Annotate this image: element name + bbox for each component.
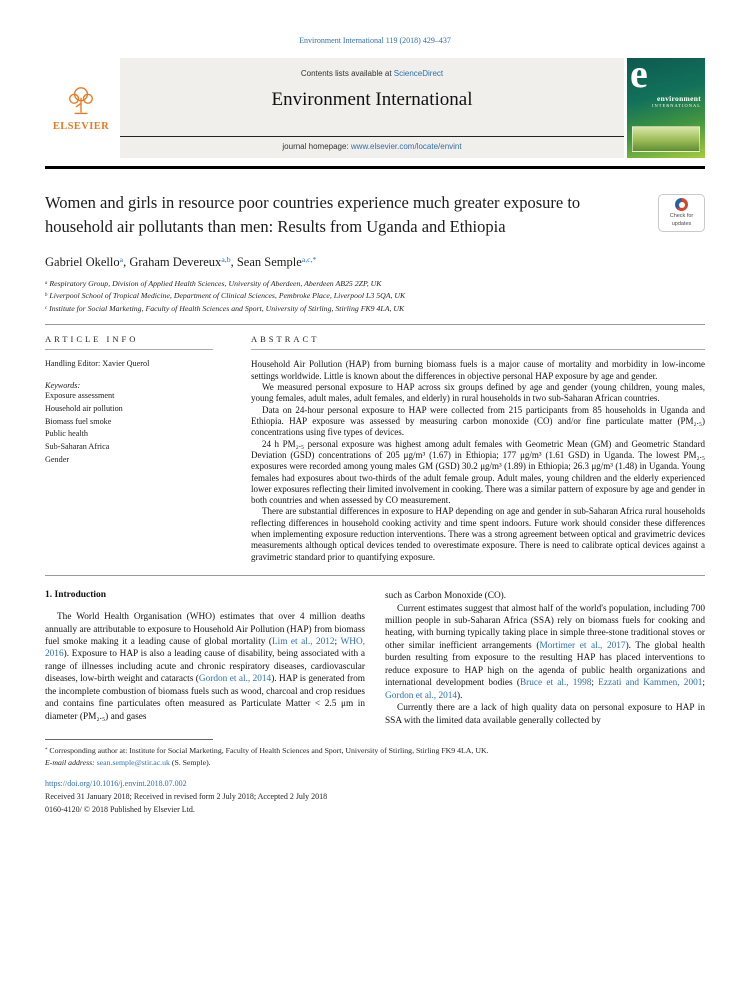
body-paragraph: Current estimates suggest that almost half of the world's population, including 700 million people in sub-Saharan Africa (SSA) rely on biomass fuels for cooking and heating, with burning typically taking place in simple three-stone traditional stoves or other similar inefficient arrangements (Mortimer et al., 2017). The global health burden resulting from exposure to the resulting HAP has placed interventions to reduce exposure to HAP high on the agenda of public health organizations and international development bodies (Bruce et al., 1998; Ezzati and Kammen, 2001; Gordon et al., 2014).: [385, 603, 705, 701]
body-paragraph: such as Carbon Monoxide (CO).: [385, 591, 507, 602]
section-divider: [45, 575, 705, 576]
abstract-paragraph: Data on 24-hour personal exposure to HAP were collected from 215 participants from 85 households in Uganda and Ethiopia. HAP exposure was assessed by measuring carbon monoxide (CO) and/or fine particulate matter (PM₂.₅) concentrations using five types of devices.: [251, 404, 705, 438]
author-affiliation-sup[interactable]: a,b: [221, 255, 231, 265]
affiliations: [45, 278, 705, 315]
email-line: [45, 757, 705, 769]
abstract-paragraph: We measured personal exposure to HAP across six groups defined by age and gender (young children, young males, young females, adult males, adult females, and elderly) in rural households in two sub-Saharan African countries.: [251, 381, 705, 404]
article-info-heading: ARTICLE INFO: [45, 334, 139, 345]
journal-name: Environment International: [271, 89, 473, 110]
citation-link[interactable]: Mortimer et al., 2017: [539, 640, 626, 651]
journal-masthead: [120, 58, 624, 158]
authors-line: Gabriel Okello$^a$, Graham Devereux$^{a,b}$, Sean Semple$^{a,c,*}$: [45, 254, 317, 269]
homepage-prefix: journal homepage:: [282, 142, 351, 151]
elsevier-logo[interactable]: [45, 58, 117, 158]
contents-line: [301, 69, 443, 78]
citation-link[interactable]: Gordon et al., 2014: [198, 674, 272, 685]
keyword-item: Gender: [45, 454, 70, 464]
footnotes: [45, 745, 705, 769]
affiliation: $^c$ Institute for Social Marketing, Faculty of Health Sciences and Sport, University of Stirling, Stirling FK9 4LA, UK: [45, 303, 405, 313]
corresponding-author-note: * Corresponding author at: Institute for Social Marketing, Faculty of Health Sciences and Sport, University of Stirling, Stirling FK9 4LA, UK.: [45, 746, 489, 756]
article-info-column: [45, 334, 213, 563]
affiliation: $^b$ Liverpool School of Tropical Medicine, Department of Clinical Sciences, Pembroke Place, Liverpool L3 5QA, UK: [45, 291, 406, 301]
handling-editor: Handling Editor: Xavier Querol: [45, 359, 150, 369]
homepage-line: [120, 136, 624, 158]
article-title: Women and girls in resource poor countries experience much greater exposure to household air pollutants than men: Results from Uganda and Ethiopia: [45, 193, 581, 237]
journal-homepage-link[interactable]: www.elsevier.com/locate/envint: [350, 142, 462, 151]
keyword-item: Household air pollution: [45, 403, 123, 413]
footnote-divider: [45, 739, 213, 740]
sciencedirect-link[interactable]: ScienceDirect: [393, 69, 444, 78]
author-affiliation-sup[interactable]: a: [119, 255, 124, 265]
body-paragraph: Currently there are a lack of high quality data on personal exposure to HAP in SSA with the limited data available generally collected by: [385, 703, 705, 726]
citation-link[interactable]: WHO, 2016: [45, 637, 365, 660]
abstract-paragraph: There are substantial differences in exposure to HAP depending on age and gender in sub-Saharan Africa rural households reflecting differences in household cooking activity and time spent indoors. Future work should consider these differences when implementing exposure reduction interventions. There was a strong agreement between optical and gravimetric devices measurements although optical devices tended to overestimate exposure. There is need to calibrate optical devices against a gravimetric standard prior to quantifying exposure.: [251, 506, 705, 562]
citation-link[interactable]: Lim et al., 2012: [271, 637, 335, 648]
email-label: E-mail address:: [45, 758, 97, 768]
affiliation: $^a$ Respiratory Group, Division of Applied Health Sciences, University of Aberdeen, Aberdeen AB25 2ZP, UK: [45, 278, 382, 288]
cover-photo: [632, 126, 700, 152]
abstract-column: [251, 334, 705, 563]
check-for-updates-label: Check for updates: [669, 213, 694, 227]
citation-link[interactable]: Ezzati and Kammen, 2001: [598, 678, 703, 689]
article-body: [45, 590, 705, 727]
title-row: [45, 191, 705, 240]
abstract-paragraph: Household Air Pollution (HAP) from burning biomass fuels is a major cause of mortality and morbidity in low-income settings worldwide. Little is known about the differences in objective personal HAP exposure by age and gender.: [251, 359, 705, 381]
heading-rule: [251, 349, 705, 350]
email-suffix: (S. Semple).: [169, 758, 211, 768]
email-link[interactable]: sean.semple@stir.ac.uk: [96, 758, 170, 768]
abstract-heading: ABSTRACT: [251, 334, 320, 345]
cover-letter-e: e: [630, 58, 648, 96]
keyword-item: Sub-Saharan Africa: [45, 442, 110, 452]
introduction-heading: 1. Introduction: [45, 590, 107, 601]
body-left-column: [45, 590, 365, 727]
journal-cover-thumbnail[interactable]: [627, 58, 705, 158]
body-paragraph: The World Health Organisation (WHO) estimates that over 4 million deaths annually are attributable to exposure to Household Air Pollution (HAP) from biomass fuel smoke making it a leading cause of global mortality (Lim et al., 2012; WHO, 2016). Exposure to HAP is also a leading cause of disability, being associated with a range of illnesses including acute and chronic respiratory diseases, cardiovascular diseases, low-birth weight and cataracts (Gordon et al., 2014). HAP is generated from the incomplete combustion of biomass fuels such as wood, charcoal and crop residues and contains fine particulates often measured as Particulate Matter < 2.5 μm in diameter (PM₂.₅) and gases: [45, 612, 365, 722]
journal-header: [45, 58, 705, 158]
journal-citation: [45, 36, 705, 45]
doi-link[interactable]: https://doi.org/10.1016/j.envint.2018.07.002: [45, 779, 187, 789]
crossmark-icon: [675, 198, 688, 211]
keyword-item: Biomass fuel smoke: [45, 416, 112, 426]
citation-link[interactable]: Bruce et al., 1998: [519, 678, 592, 689]
keyword-item: Public health: [45, 429, 88, 439]
body-right-column: [385, 590, 705, 727]
contents-prefix: Contents lists available at: [300, 69, 394, 78]
journal-citation-link[interactable]: Environment International 119 (2018) 429–437: [299, 36, 451, 45]
received-dates: Received 31 January 2018; Received in revised form 2 July 2018; Accepted 2 July 2018: [45, 792, 328, 802]
elsevier-tree-icon: [66, 85, 96, 118]
keyword-item: Exposure assessment: [45, 391, 115, 401]
copyright-line: 0160-4120/ © 2018 Published by Elsevier Ltd.: [45, 805, 195, 815]
check-for-updates-badge[interactable]: [658, 194, 705, 232]
keywords-label: Keywords:: [45, 381, 81, 391]
elsevier-wordmark: ELSEVIER: [52, 120, 110, 132]
header-divider: [45, 166, 705, 169]
info-abstract-section: [45, 325, 705, 575]
author-affiliation-sup[interactable]: a,c,*: [301, 255, 317, 265]
abstract-paragraph: 24 h PM₂.₅ personal exposure was highest among adult females with Geometric Mean (GM) and Geometric Standard Deviation (GSD) concentrations of 205 μg/m³ (1.67) in Ethiopia; 177 μg/m³ (1.61 GSD) in Uganda. The lowest PM₂.₅ exposures were recorded among young males GM (GSD) 30.2 μg/m³ (1.89) in Ethiopia; 26.3 μg/m³ (1.48) in Uganda. Young females had exposures about two-thirds of the adult female group. Adult males, young children and the elderly experienced lower exposures reflecting their limited involvement in cooking. There was a similar pattern of exposure by age and gender in both countries and when assessed by CO measurement.: [251, 438, 705, 506]
heading-rule: [45, 349, 213, 350]
cover-title: environment INTERNATIONAL: [652, 94, 701, 108]
citation-link[interactable]: Gordon et al., 2014: [385, 690, 458, 701]
